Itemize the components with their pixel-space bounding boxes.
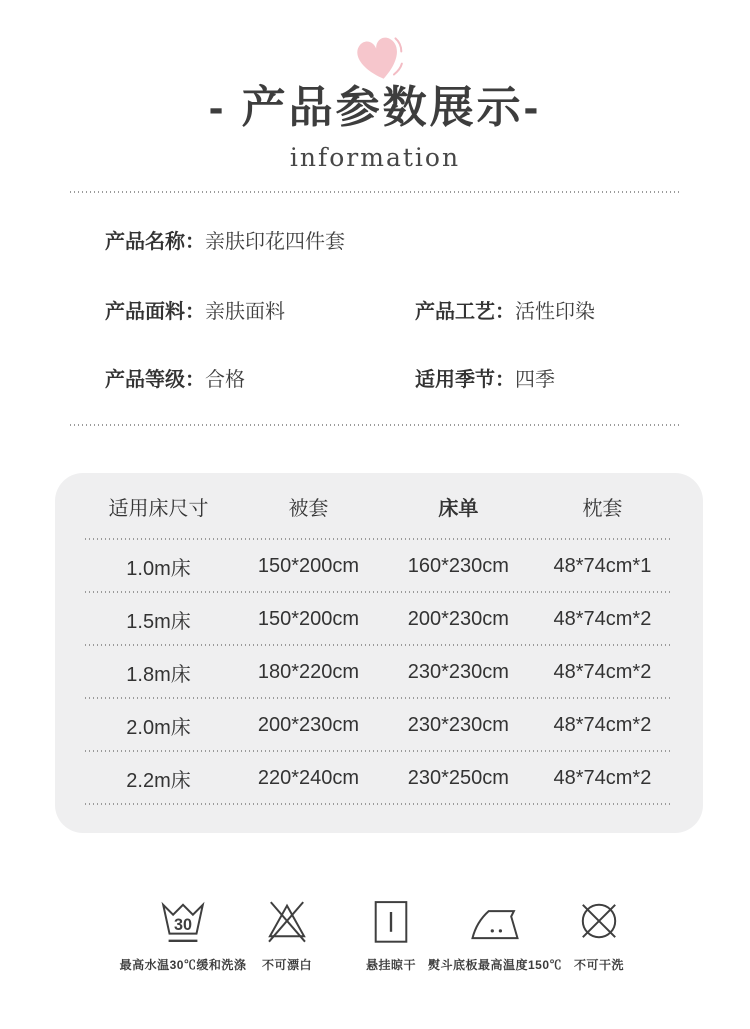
cell-duvet-cover: 180*220cm [257,661,360,683]
info-row-name [105,228,705,256]
cell-bed-sheet: 200*230cm [407,608,509,630]
field-label: 产品名称： [105,231,205,253]
cell-bed-sheet: 230*250cm [407,767,509,789]
cell-bed-sheet: 160*230cm [407,555,509,577]
field-value: 四季 [515,369,555,391]
care-label: 熨斗底板最高温度150℃ [427,958,563,972]
cell-bed-sheet: 230*230cm [407,661,509,683]
divider-top [70,191,680,193]
size-table [55,473,703,833]
info-cell-season [415,366,555,394]
field-label: 产品工艺： [415,301,515,323]
info-row-grade-season [105,366,705,394]
pink-heart-icon [348,30,412,84]
info-cell-craft [415,298,595,326]
page-title: - 产品参数展示- [208,83,542,132]
cell-bed-sheet: 230*230cm [407,714,509,736]
table-row [85,752,673,805]
size-table-header [85,473,673,540]
column-header-pillowcase: 枕套 [582,498,623,520]
field-value: 亲肤面料 [205,301,285,323]
cell-pillowcase: 48*74cm*2 [553,608,652,630]
cell-duvet-cover: 220*240cm [257,767,360,789]
cell-pillowcase: 48*74cm*2 [553,767,652,789]
table-row [85,699,673,752]
cell-bed-size: 1.5m床 [126,611,191,633]
svg-text:30: 30 [173,916,193,934]
cell-pillowcase: 48*74cm*2 [553,714,652,736]
care-label: 最高水温30℃缓和洗涤 [119,958,247,972]
care-label: 悬挂晾干 [365,958,416,972]
care-label: 不可干洗 [573,958,624,972]
cell-duvet-cover: 200*230cm [257,714,360,736]
field-label: 产品等级： [105,369,205,391]
no-dry-clean-icon [572,893,626,949]
table-row [85,593,673,646]
cell-bed-size: 2.0m床 [126,717,191,739]
field-label: 适用季节： [415,369,515,391]
field-value: 合格 [205,369,245,391]
column-header-bed-sheet: 床单 [438,498,479,520]
care-item-no-dry-clean [509,893,689,973]
info-row-fabric-craft [105,298,705,326]
care-label: 不可漂白 [261,958,312,972]
page-subtitle: information [289,143,461,172]
cell-duvet-cover: 150*200cm [257,608,360,630]
field-value: 活性印染 [515,301,595,323]
cell-pillowcase: 48*74cm*2 [553,661,652,683]
divider-mid [70,424,680,426]
table-row [85,646,673,699]
cell-duvet-cover: 150*200cm [257,555,360,577]
cell-bed-size: 2.2m床 [126,770,191,792]
table-row [85,540,673,593]
column-header-bed-size: 适用床尺寸 [108,498,209,520]
column-header-duvet-cover: 被套 [288,498,329,520]
field-value: 亲肤印花四件套 [205,231,345,253]
cell-bed-size: 1.0m床 [126,558,191,580]
cell-pillowcase: 48*74cm*1 [553,555,652,577]
field-label: 产品面料： [105,301,205,323]
cell-bed-size: 1.8m床 [126,664,191,686]
